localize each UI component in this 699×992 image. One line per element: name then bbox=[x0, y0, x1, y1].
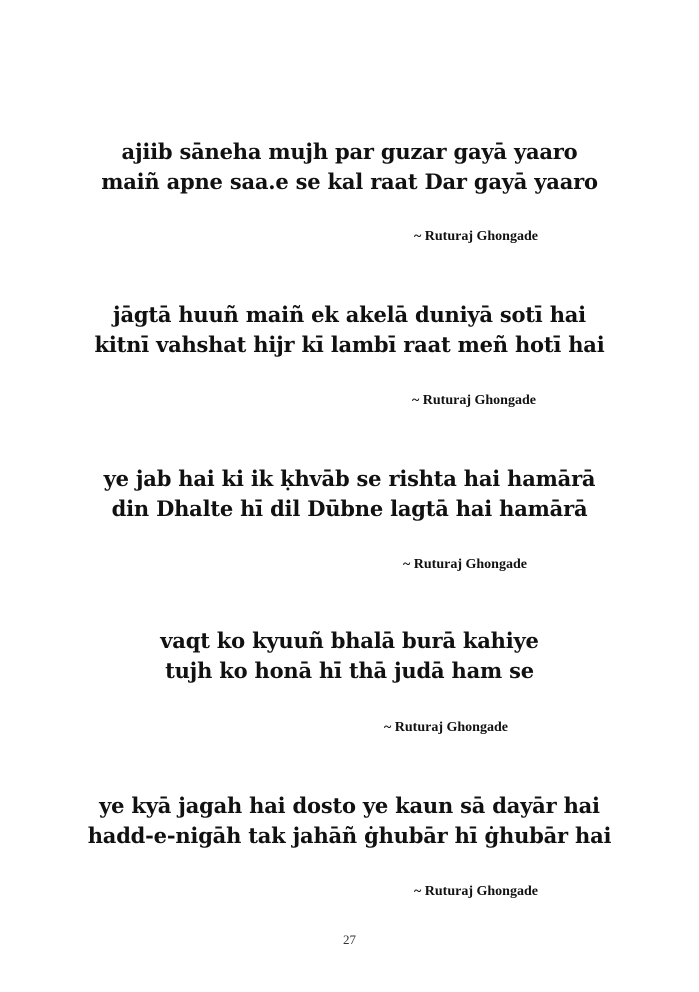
page-number: 27 bbox=[343, 932, 356, 947]
couplet-line: maiñ apne saa.e se kal raat Dar gayā yaaro bbox=[101, 169, 598, 194]
couplet-line: jāgtā huuñ maiñ ek akelā duniyā sotī hai bbox=[113, 302, 586, 327]
couplet-line: tujh ko honā hī thā judā ham se bbox=[165, 658, 534, 683]
couplet-line: ye kyā jagah hai dosto ye kaun sā dayār hai bbox=[99, 793, 600, 818]
couplet-attribution: ~ Ruturaj Ghongade bbox=[384, 720, 508, 735]
couplet-line: ajiib sāneha mujh par guzar gayā yaaro bbox=[121, 139, 578, 164]
couplet-line: kitnī vahshat hijr kī lambī raat meñ hotī hai bbox=[94, 332, 605, 357]
couplet-attribution: ~ Ruturaj Ghongade bbox=[403, 557, 527, 572]
couplet-5 bbox=[0, 791, 699, 851]
couplet-attribution: ~ Ruturaj Ghongade bbox=[414, 229, 538, 244]
couplet-attribution: ~ Ruturaj Ghongade bbox=[414, 884, 538, 899]
couplet-3 bbox=[0, 464, 699, 524]
couplet-line: vaqt ko kyuuñ bhalā burā kahiye bbox=[160, 628, 539, 653]
couplet-1 bbox=[0, 137, 699, 197]
couplet-attribution: ~ Ruturaj Ghongade bbox=[412, 393, 536, 408]
couplet-line: hadd-e-nigāh tak jahāñ ġhubār hī ġhubār hai bbox=[87, 823, 612, 848]
couplet-2 bbox=[0, 300, 699, 360]
couplet-4 bbox=[0, 626, 699, 686]
couplet-line: din Dhalte hī dil Dūbne lagtā hai hamārā bbox=[111, 496, 588, 521]
couplet-line: ye jab hai ki ik ḳhvāb se rishta hai hamārā bbox=[103, 466, 596, 491]
